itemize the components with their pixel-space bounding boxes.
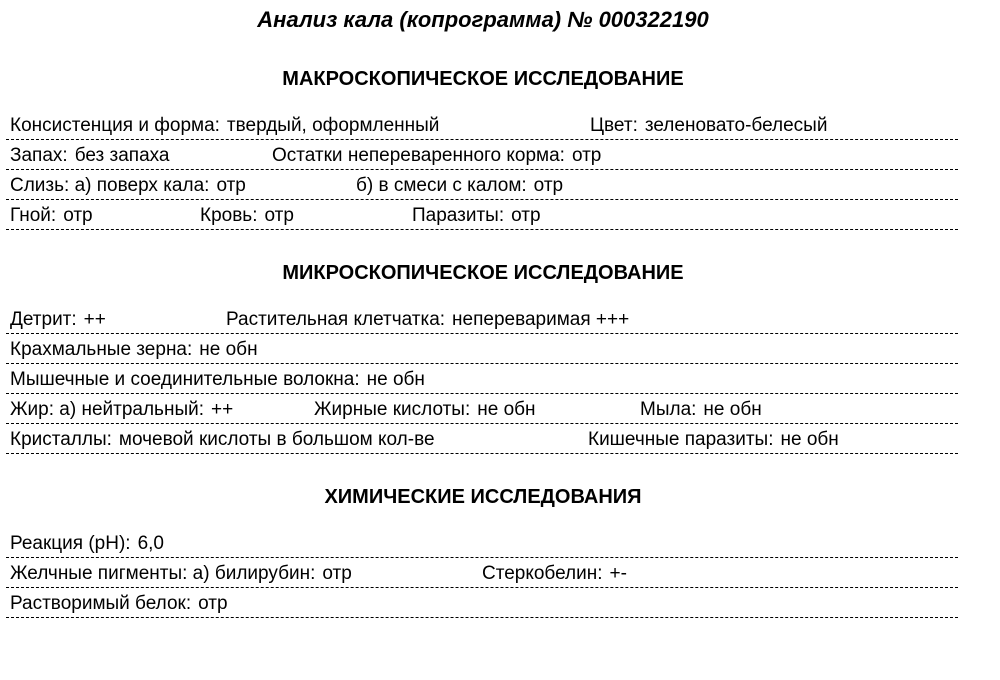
field-label: б) в смеси с калом: [356, 175, 527, 196]
report-row [6, 334, 958, 364]
report-field [10, 428, 435, 452]
report-field [10, 368, 425, 392]
field-label: Остатки непереваренного корма: [272, 145, 565, 166]
report-row [6, 140, 958, 170]
field-label: Слизь: а) поверх кала: [10, 175, 210, 196]
field-label: Стеркобелин: [482, 563, 603, 584]
field-value: не обн [199, 339, 258, 360]
report-field [482, 562, 627, 586]
field-value: отр [533, 175, 564, 196]
report-field [226, 308, 629, 332]
report-field [10, 398, 233, 422]
report-row [6, 200, 958, 230]
field-value: не обн [703, 399, 762, 420]
field-value: не обн [780, 429, 839, 450]
field-value: отр [198, 593, 228, 614]
field-label: Кровь: [200, 205, 258, 226]
report-field [588, 428, 839, 452]
report-field [356, 174, 563, 198]
field-value: отр [264, 205, 294, 226]
report-row [6, 304, 958, 334]
report-field [10, 114, 439, 138]
report-field [10, 204, 93, 228]
report-row [6, 170, 958, 200]
field-label: Желчные пигменты: а) билирубин: [10, 563, 316, 584]
field-value: мочевой кислоты в большом кол-ве [118, 429, 435, 450]
field-label: Гной: [10, 205, 57, 226]
report-row [6, 364, 958, 394]
field-label: Паразиты: [412, 205, 505, 226]
report-field [200, 204, 294, 228]
field-label: Запах: [10, 145, 68, 166]
report-field [412, 204, 541, 228]
report-row [6, 110, 958, 140]
field-value: 6,0 [137, 533, 164, 554]
field-value: ++ [83, 309, 106, 330]
section-heading-microscopic: МИКРОСКОПИЧЕСКОЕ ИССЛЕДОВАНИЕ [282, 262, 684, 284]
field-label: Мышечные и соединительные волокна: [10, 369, 360, 390]
report-row [6, 588, 958, 618]
field-value: +- [609, 563, 627, 584]
field-value: не обн [366, 369, 425, 390]
report-field [10, 174, 246, 198]
report-row [6, 394, 958, 424]
report-field [10, 144, 169, 168]
section-heading-macroscopic: МАКРОСКОПИЧЕСКОЕ ИССЛЕДОВАНИЕ [282, 68, 684, 90]
report-row [6, 528, 958, 558]
field-label: Консистенция и форма: [10, 115, 220, 136]
field-label: Жир: а) нейтральный: [10, 399, 204, 420]
field-label: Мыла: [640, 399, 697, 420]
field-label: Жирные кислоты: [314, 399, 471, 420]
field-label: Детрит: [10, 309, 77, 330]
field-label: Кишечные паразиты: [588, 429, 774, 450]
section-heading-chemical: ХИМИЧЕСКИЕ ИССЛЕДОВАНИЯ [324, 486, 642, 508]
report-field [10, 562, 352, 586]
report-field [590, 114, 827, 138]
field-label: Растительная клетчатка: [226, 309, 446, 330]
report-field [314, 398, 536, 422]
field-value: отр [322, 563, 352, 584]
field-label: Цвет: [590, 115, 638, 136]
field-label: Кристаллы: [10, 429, 112, 450]
field-label: Крахмальные зерна: [10, 339, 193, 360]
field-value: зеленовато-белесый [644, 115, 828, 136]
field-value: без запаха [74, 145, 170, 166]
field-value: отр [63, 205, 93, 226]
report-row [6, 558, 958, 588]
field-label: Реакция (pH): [10, 533, 131, 554]
report-field [10, 308, 106, 332]
report-title: Анализ кала (копрограмма) № 000322190 [257, 7, 709, 32]
field-value: непереваримая +++ [452, 309, 630, 330]
report-field [10, 592, 228, 616]
report-field [10, 338, 258, 362]
field-value: твердый, оформленный [226, 115, 440, 136]
field-value: ++ [211, 399, 234, 420]
report-field [272, 144, 601, 168]
report-field [10, 532, 164, 556]
field-value: отр [511, 205, 541, 226]
field-label: Растворимый белок: [10, 593, 192, 614]
report-field [640, 398, 762, 422]
field-value: отр [571, 145, 602, 166]
report-row [6, 424, 958, 454]
field-value: отр [216, 175, 246, 196]
field-value: не обн [477, 399, 536, 420]
